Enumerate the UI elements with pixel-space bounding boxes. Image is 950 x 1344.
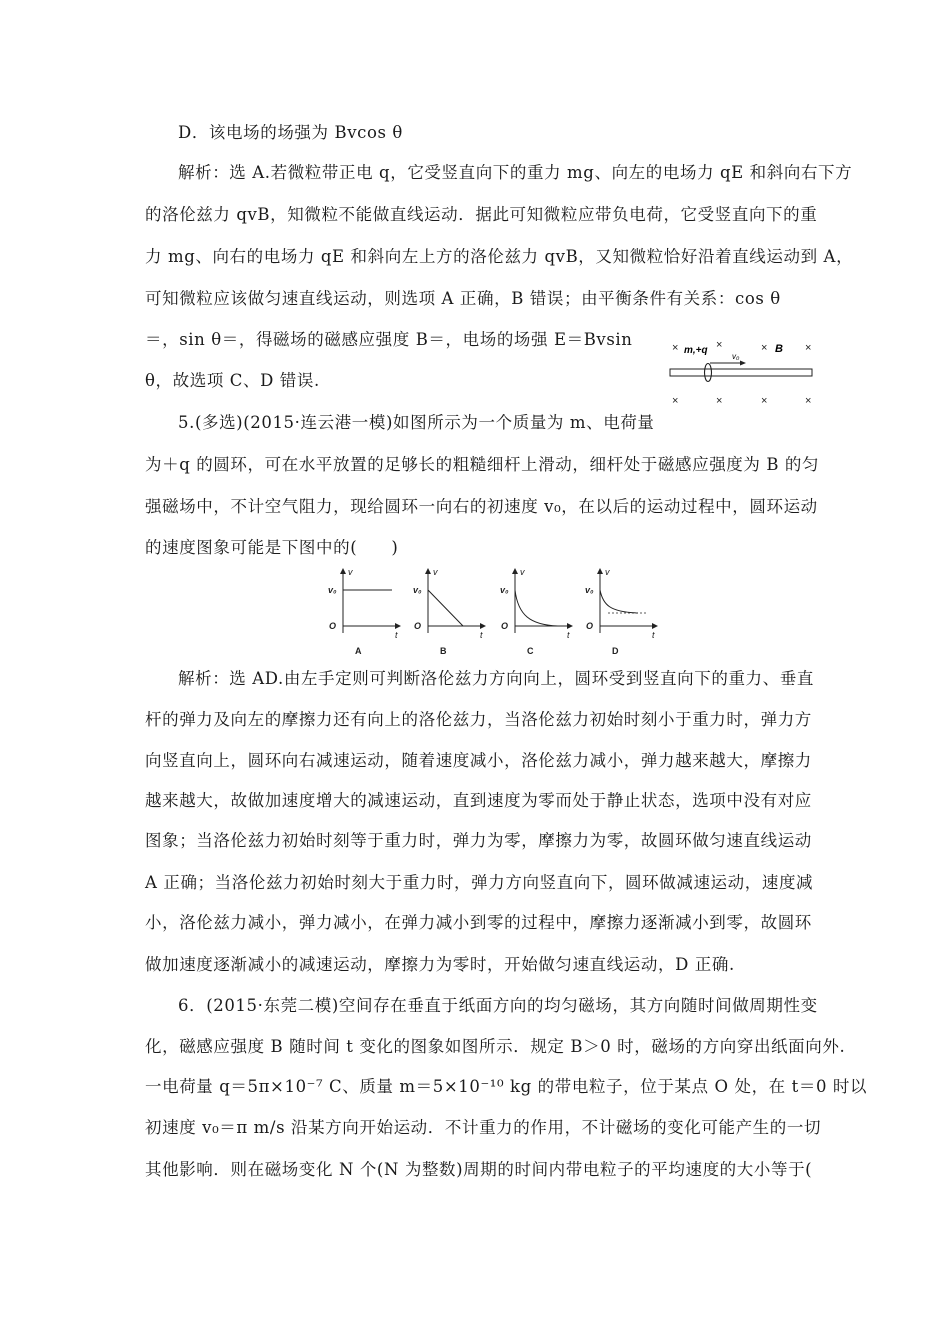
question-6-line: 6．(2015·东莞二模)空间存在垂直于纸面方向的均匀磁场，其方向随时间做周期性变 [178, 996, 818, 1015]
field-label: B [775, 343, 783, 355]
v-axis-label: v [605, 567, 610, 577]
solution-5-line: 小，洛伦兹力减小，弹力减小，在弹力减小到零的过程中，摩擦力逐渐减小到零，故圆环 [145, 913, 812, 932]
question-5-line: 强磁场中，不计空气阻力，现给圆环一向右的初速度 v₀，在以后的运动过程中，圆环运动 [145, 497, 818, 516]
v-axis-label: v [348, 567, 353, 577]
question-5-line: 为＋q 的圆环，可在水平放置的足够长的粗糙细杆上滑动，细杆处于磁感应强度为 B 的匀 [145, 455, 820, 474]
origin-label: O [586, 621, 594, 631]
field-cross: × [761, 395, 768, 407]
v-axis-label: v [520, 567, 525, 577]
solution-5-line: 图象；当洛伦兹力初始时刻等于重力时，弹力为零，摩擦力为零，故圆环做匀速直线运动 [145, 831, 812, 850]
particle-label: m,+q [684, 345, 708, 356]
graph-d [585, 567, 657, 656]
t-axis-label: t [395, 630, 398, 640]
t-axis-label: t [480, 630, 483, 640]
field-cross: × [672, 342, 679, 354]
t-axis-label: t [652, 630, 655, 640]
graph-b [413, 567, 485, 656]
origin-label: O [414, 621, 422, 631]
curve [515, 590, 558, 626]
solution-4-line: 的洛伦兹力 qvB，知微粒不能做直线运动．据此可知微粒应带负电荷，它受竖直向下的重 [145, 205, 818, 224]
question-6-line: 初速度 v₀＝π m/s 沿某方向开始运动．不计重力的作用，不计磁场的变化可能产生的一切 [145, 1118, 822, 1137]
field-cross: × [805, 342, 812, 354]
origin-label: O [501, 621, 509, 631]
question-6-line: 化，磁感应强度 B 随时间 t 变化的图象如图所示．规定 B＞0 时，磁场的方向穿出纸面向外. [145, 1037, 846, 1056]
graph-caption: C [527, 646, 534, 656]
velocity-arrowhead [740, 361, 746, 366]
solution-4-line: 力 mg、向右的电场力 qE 和斜向左上方的洛伦兹力 qvB，又知微粒恰好沿着直线运动到 A， [145, 247, 854, 266]
option-d: D．该电场的场强为 Bvcos θ [178, 123, 403, 142]
solution-5-line: 越来越大，故做加速度增大的减速运动，直到速度为零而处于静止状态，选项中没有对应 [145, 791, 812, 810]
field-cross: × [716, 395, 723, 407]
question-5-line: 5.(多选)(2015·连云港一模)如图所示为一个质量为 m、电荷量 [178, 413, 655, 432]
graph-c [500, 567, 572, 656]
rod [670, 369, 812, 376]
field-cross: × [672, 395, 679, 407]
graph-caption: B [440, 646, 447, 656]
curve [428, 590, 463, 626]
solution-4-line: 解析：选 A.若微粒带正电 q，它受竖直向下的重力 mg、向左的电场力 qE 和斜向右下方 [178, 163, 853, 182]
question-6-line: 一电荷量 q＝5π×10⁻⁷ C、质量 m＝5×10⁻¹⁰ kg 的带电粒子，位于某点 O 处，在 t＝0 时以 [145, 1077, 868, 1096]
solution-5-line: 杆的弹力及向左的摩擦力还有向上的洛伦兹力，当洛伦兹力初始时刻小于重力时，弹力方 [145, 710, 812, 729]
question-6-line: 其他影响．则在磁场变化 N 个(N 为整数)周期的时间内带电粒子的平均速度的大小等于( [145, 1160, 813, 1179]
field-cross: × [716, 339, 723, 351]
velocity-time-graphs-figure [318, 565, 668, 657]
velocity-label: v₀ [732, 352, 740, 361]
solution-5-line: 向竖直向上，圆环向右减速运动，随着速度减小，洛伦兹力减小，弹力越来越大，摩擦力 [145, 751, 812, 770]
graph-caption: D [612, 646, 619, 656]
t-axis-label: t [567, 630, 570, 640]
solution-5-line: 做加速度逐渐减小的减速运动，摩擦力为零时，开始做匀速直线运动，D 正确. [145, 955, 735, 974]
solution-5-line: 解析：选 AD.由左手定则可判断洛伦兹力方向向上，圆环受到竖直向下的重力、垂直 [178, 669, 814, 688]
v0-label: v₀ [585, 585, 594, 595]
solution-5-line: A 正确；当洛伦兹力初始时刻大于重力时，弹力方向竖直向下，圆环做减速运动，速度减 [145, 873, 814, 892]
field-cross: × [805, 395, 812, 407]
solution-4-line: 可知微粒应该做匀速直线运动，则选项 A 正确，B 错误；由平衡条件有关系：cos θ [145, 289, 781, 308]
origin-label: O [329, 621, 337, 631]
graph-caption: A [355, 646, 362, 656]
solution-4-line: θ，故选项 C、D 错误. [145, 371, 320, 390]
ring-rod-field-figure [668, 333, 818, 413]
question-5-line: 的速度图象可能是下图中的( ) [145, 538, 399, 557]
v-axis-label: v [433, 567, 438, 577]
curve [600, 590, 638, 613]
graph-a [328, 567, 400, 656]
solution-4-line: ＝，sin θ＝，得磁场的磁感应强度 B＝，电场的场强 E＝Bvsin [145, 330, 633, 349]
v0-label: v₀ [328, 585, 337, 595]
v0-label: v₀ [500, 585, 509, 595]
field-cross: × [761, 342, 768, 354]
v0-label: v₀ [413, 585, 422, 595]
